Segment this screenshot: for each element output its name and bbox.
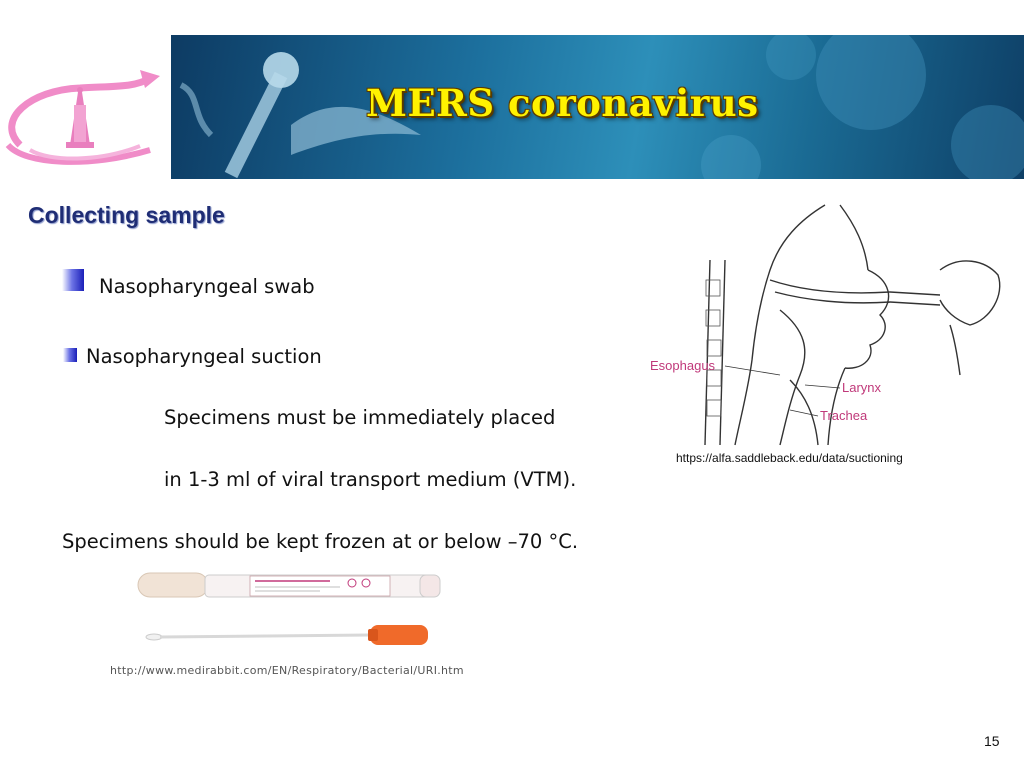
list-item: Nasopharyngeal suction: [86, 345, 322, 368]
diagram-source-link[interactable]: https://alfa.saddleback.edu/data/suctioning: [676, 451, 903, 465]
body-text-line: Specimens must be immediately placed: [164, 406, 556, 429]
swab-source-link[interactable]: http://www.medirabbit.com/EN/Respiratory/Bacterial/URI.htm: [110, 664, 464, 677]
swab-tube-image: [130, 565, 450, 655]
banner-title: MERS coronavirus: [366, 81, 759, 125]
list-item: Nasopharyngeal swab: [99, 275, 315, 298]
page-number: 15: [984, 733, 1000, 749]
body-text-line: Specimens should be kept frozen at or below –70 °C.: [62, 530, 579, 553]
slide-heading: Collecting sample: [28, 202, 225, 228]
larynx-label: Larynx: [842, 380, 882, 395]
bullet-square-icon: [62, 269, 84, 291]
title-banner: [171, 35, 1024, 179]
logo: [0, 50, 170, 180]
body-text-line: in 1-3 ml of viral transport medium (VTM).: [164, 468, 577, 491]
bullet-square-icon: [63, 348, 77, 362]
trachea-label: Trachea: [820, 408, 868, 423]
esophagus-label: Esophagus: [650, 358, 716, 373]
suction-anatomy-diagram: [640, 200, 1010, 450]
